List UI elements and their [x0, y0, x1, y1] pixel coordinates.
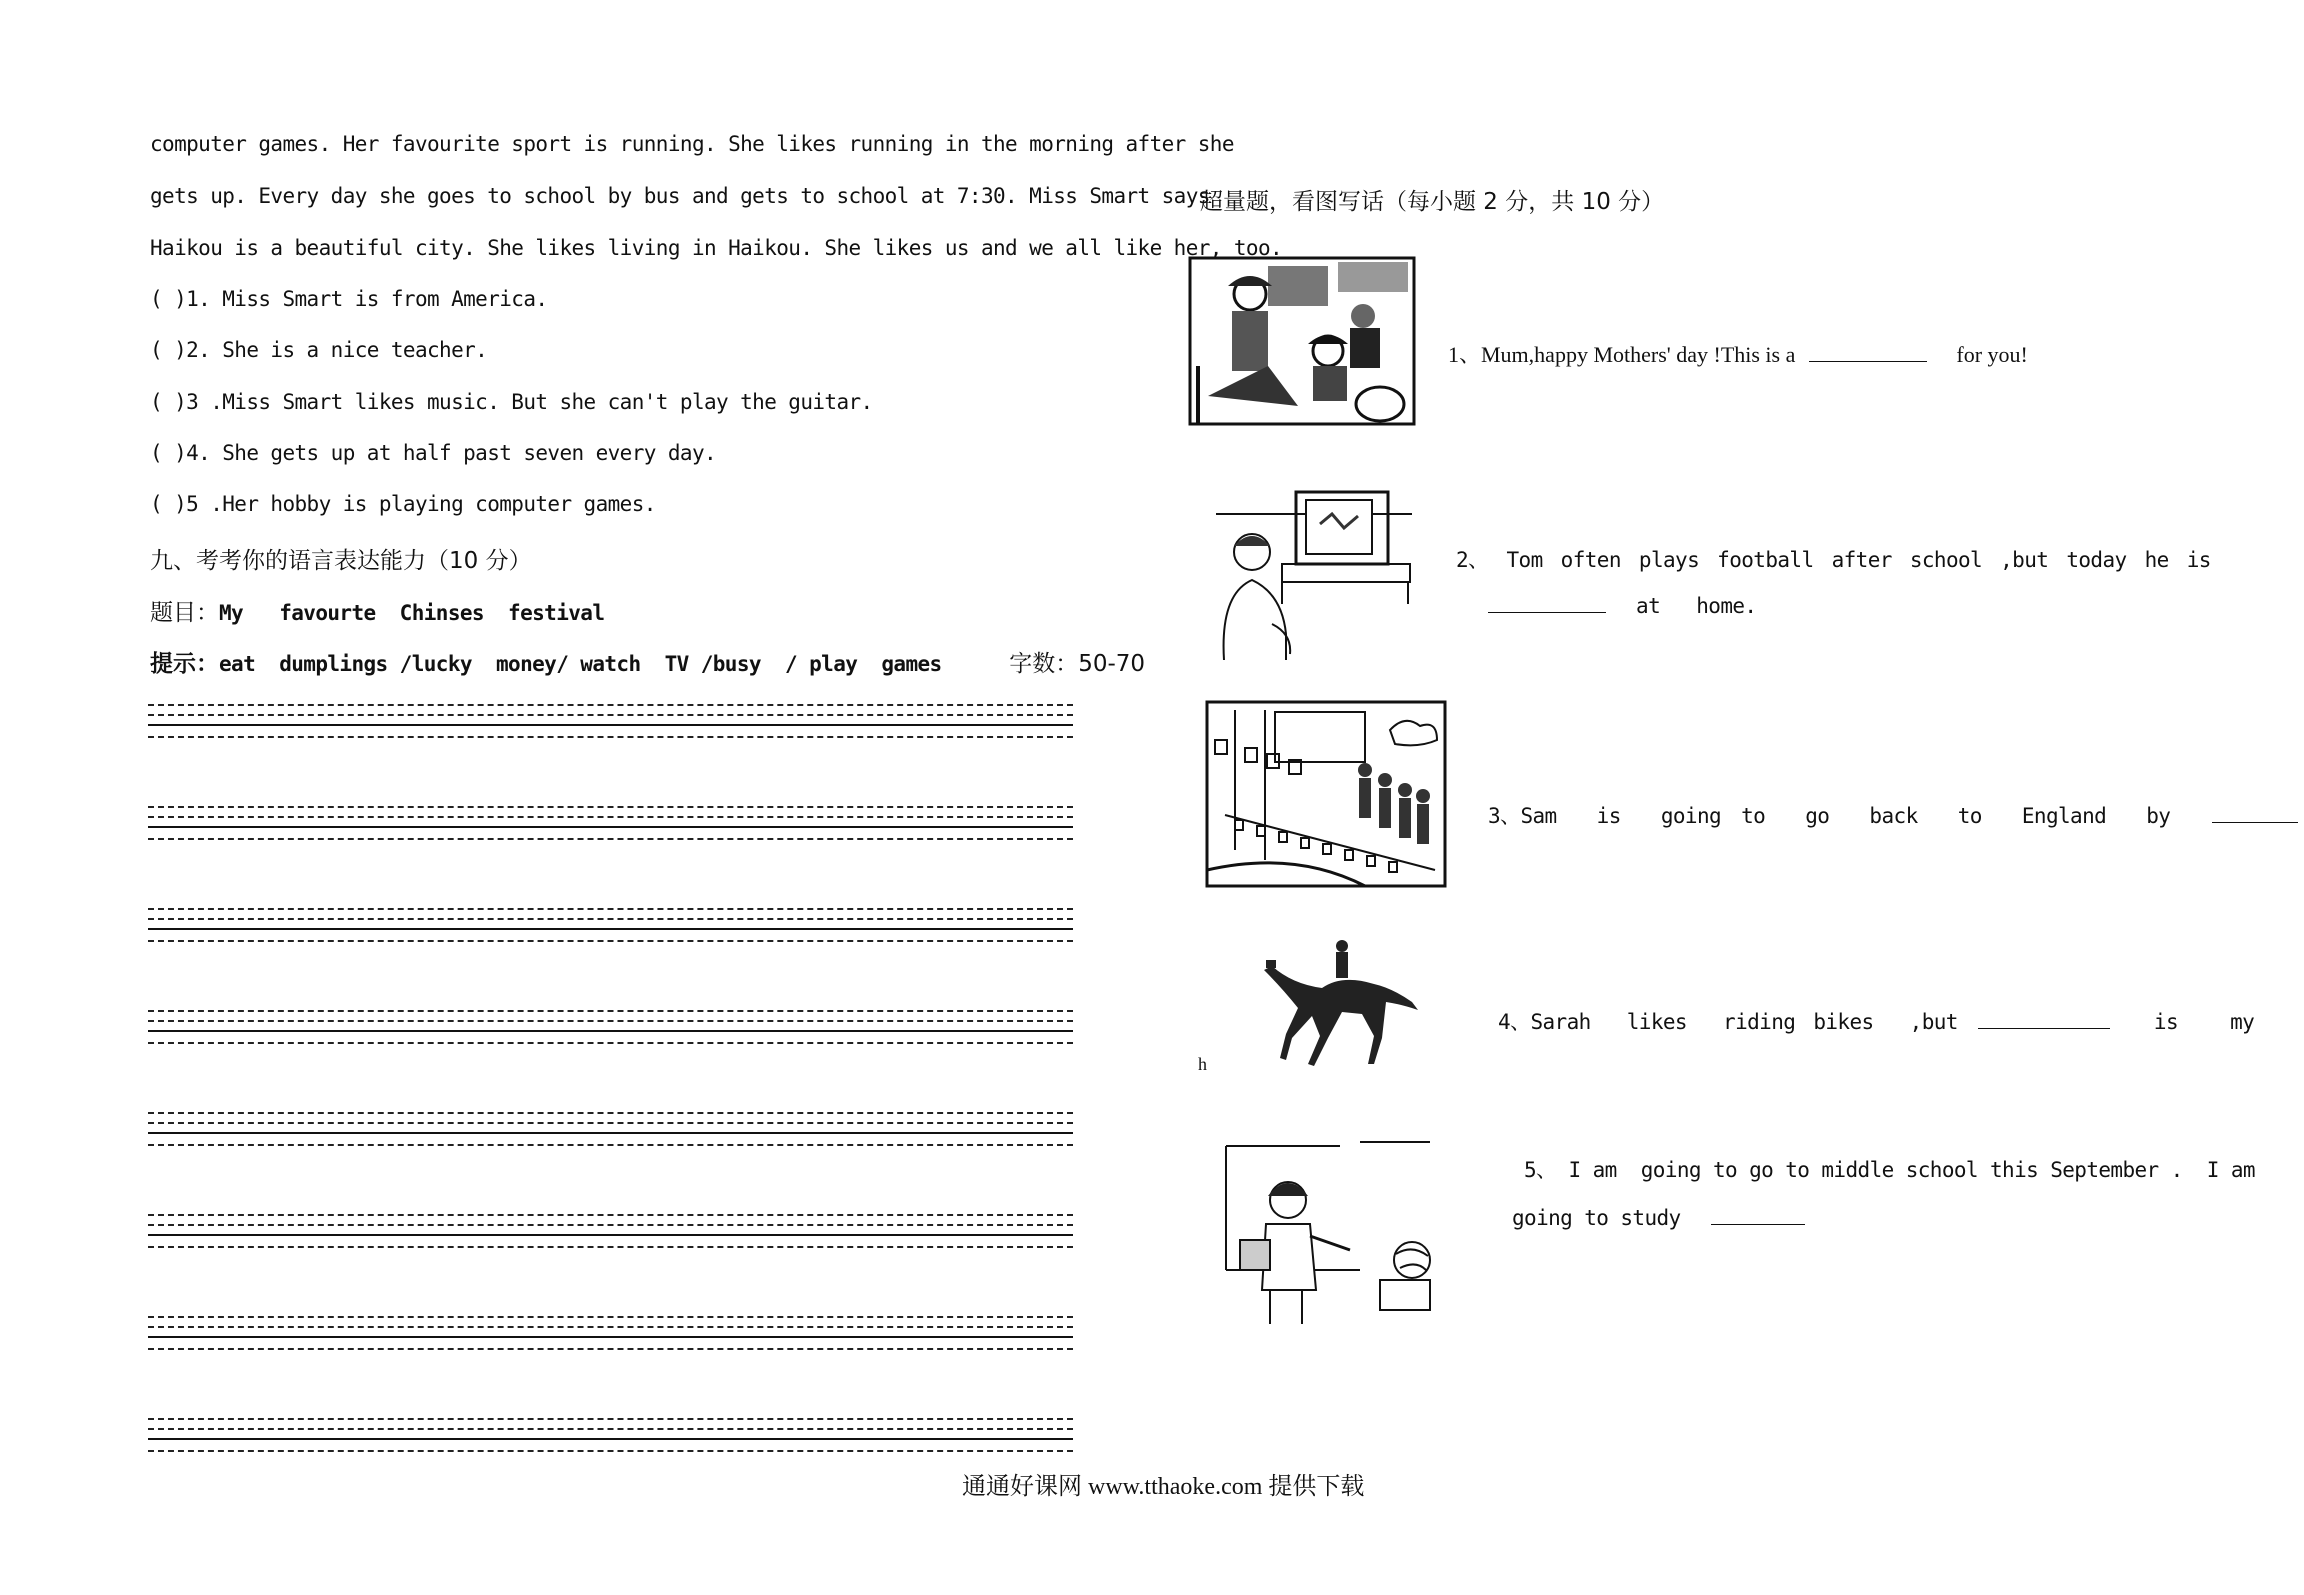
item-5-blank[interactable] — [1711, 1223, 1805, 1225]
item-1-after: for you! — [1956, 342, 2028, 367]
reading-line-2: gets up. Every day she goes to school by bus and gets to school at 7:30. Miss Smart says — [150, 184, 1210, 208]
writing-line[interactable] — [148, 806, 1073, 808]
writing-line[interactable] — [148, 1144, 1073, 1146]
writing-section-title: 九、考考你的语言表达能力（10 分） — [150, 548, 532, 574]
item-1-text: 1、Mum,happy Mothers' day !This is a — [1448, 342, 1796, 367]
writing-line[interactable] — [148, 1348, 1073, 1350]
writing-line[interactable] — [148, 736, 1073, 738]
writing-line[interactable] — [148, 1234, 1073, 1236]
writing-line[interactable] — [148, 838, 1073, 840]
item-4-text: 4、Sarah likes riding bikes ,but — [1498, 1010, 1958, 1034]
extra-item-5-line2 — [1512, 1206, 1805, 1230]
item-1-blank[interactable] — [1809, 360, 1927, 362]
writing-line[interactable] — [148, 1214, 1073, 1216]
item-4-blank[interactable] — [1978, 1027, 2110, 1029]
writing-line[interactable] — [148, 714, 1073, 716]
writing-line[interactable] — [148, 1316, 1073, 1318]
writing-line[interactable] — [148, 940, 1073, 942]
extra-item-2-line2 — [1488, 594, 1756, 618]
footer-download-note: 通通好课网 www.tthaoke.com 提供下载 — [962, 1474, 1365, 1500]
mothers-day-picture — [1188, 256, 1416, 428]
reading-line-3: Haikou is a beautiful city. She likes living in Haikou. She likes us and we all like her, too. — [150, 236, 1283, 260]
extra-item-3 — [1488, 800, 2298, 830]
writing-line[interactable] — [148, 1112, 1073, 1114]
topic-label: 题目： — [150, 600, 219, 626]
writing-line[interactable] — [148, 1030, 1073, 1032]
teacher-classroom-picture — [1220, 1140, 1442, 1324]
writing-line[interactable] — [148, 1450, 1073, 1452]
extra-item-1 — [1448, 338, 2028, 369]
question-2: ( )2. She is a nice teacher. — [150, 338, 488, 362]
horse-rider-picture — [1262, 938, 1424, 1074]
writing-line[interactable] — [148, 816, 1073, 818]
stray-mark: h — [1198, 1054, 1207, 1074]
hint-label: 提示： — [150, 651, 219, 677]
tv-watching-picture — [1212, 484, 1420, 664]
extra-item-4 — [1498, 1006, 2254, 1036]
writing-line[interactable] — [148, 1246, 1073, 1248]
extra-item-2-line1: 2、 Tom often plays football after school ,but today he is — [1456, 548, 2211, 572]
item-2-after: at home. — [1636, 594, 1757, 618]
writing-line[interactable] — [148, 1428, 1073, 1430]
item-3-text: 3、Sam is going to go back to England by — [1488, 804, 2171, 828]
writing-line[interactable] — [148, 928, 1073, 930]
extra-title: 超量题，看图写话（每小题 2 分，共 10 分） — [1200, 189, 1665, 215]
reading-line-1: computer games. Her favourite sport is running. She likes running in the morning after she — [150, 132, 1234, 156]
writing-line[interactable] — [148, 1418, 1073, 1420]
writing-line[interactable] — [148, 1224, 1073, 1226]
topic-text: My favourte Chinses festival — [219, 601, 605, 625]
writing-line[interactable] — [148, 1132, 1073, 1134]
writing-line[interactable] — [148, 1042, 1073, 1044]
writing-line[interactable] — [148, 724, 1073, 726]
writing-topic — [150, 594, 604, 627]
writing-line[interactable] — [148, 1020, 1073, 1022]
question-4: ( )4. She gets up at half past seven every day. — [150, 441, 717, 465]
question-1: ( )1. Miss Smart is from America. — [150, 287, 548, 311]
writing-line[interactable] — [148, 1438, 1073, 1440]
writing-line[interactable] — [148, 826, 1073, 828]
writing-line[interactable] — [148, 1122, 1073, 1124]
item-5-text: going to study — [1512, 1206, 1681, 1230]
extra-item-5-line1: 5、 I am going to go to middle school this September . I am — [1524, 1158, 2255, 1182]
ship-picture — [1205, 700, 1447, 888]
item-2-blank[interactable] — [1488, 611, 1606, 613]
hint-text: eat dumplings /lucky money/ watch TV /busy / play games — [219, 652, 942, 676]
writing-line[interactable] — [148, 1326, 1073, 1328]
writing-hint — [150, 645, 1145, 678]
writing-line[interactable] — [148, 1336, 1073, 1338]
item-3-blank[interactable] — [2212, 821, 2298, 823]
question-3: ( )3 .Miss Smart likes music. But she can't play the guitar. — [150, 390, 873, 414]
item-4-after: is my — [2153, 1010, 2255, 1034]
word-count: 字数：50-70 — [1009, 651, 1146, 677]
writing-line[interactable] — [148, 704, 1073, 706]
writing-line[interactable] — [148, 908, 1073, 910]
writing-line[interactable] — [148, 1010, 1073, 1012]
question-5: ( )5 .Her hobby is playing computer games. — [150, 492, 656, 516]
writing-line[interactable] — [148, 918, 1073, 920]
